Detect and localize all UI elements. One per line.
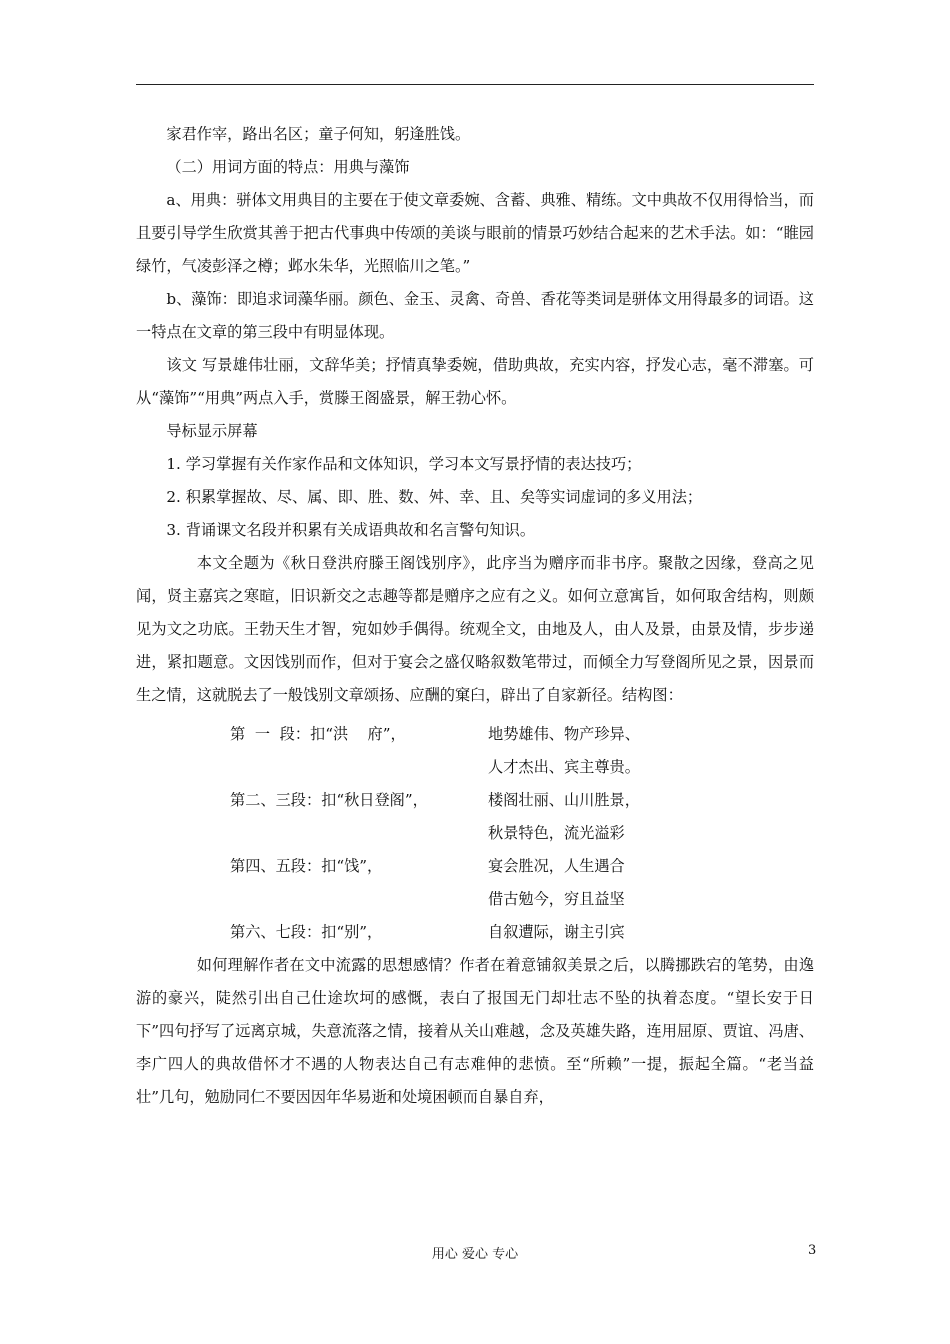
paragraph-7: 本文全题为《秋日登洪府滕王阁饯别序》，此序当为赠序而非书序。聚散之因缘，登高之见闻，贤主嘉宾之寒暄，旧识新交之志趣等都是赠序之应有之义。如何立意寓旨，如何取舍结构，则颇见为文之功底。王勃天生才智，宛如妙手偶得。统观全文，由地及人，由人及景，由景及情，步步递进，紧扣题意。文因饯别而作，但对于宴会之盛仅略叙数笔带过，而倾全力写登阁所见之景，因景而生之情，这就脱去了一般饯别文章颂扬、应酬的窠臼，辟出了自家新径。结构图： bbox=[136, 554, 814, 704]
structure-row bbox=[136, 817, 814, 850]
structure-theme: 宴会胜况，人生遇合 bbox=[488, 857, 625, 875]
structure-row bbox=[136, 883, 814, 916]
structure-theme: 借古勉今，穷且益坚 bbox=[488, 890, 625, 908]
structure-section: 第 一 段：扣“洪 府”， bbox=[230, 725, 406, 743]
page-body bbox=[136, 118, 814, 1114]
structure-diagram bbox=[136, 718, 814, 949]
list-item-1: 1. 学习掌握有关作家作品和文体知识，学习本文写景抒情的表达技巧； bbox=[166, 455, 642, 473]
paragraph-3: a、用典：骈体文用典目的主要在于使文章委婉、含蓄、典雅、精练。文中典故不仅用得恰当，而且要引导学生欣赏其善于把古代事典中传颂的美谈与眼前的情景巧妙结合起来的艺术手法。如：“睢园绿竹，气凌彭泽之樽；邺水朱华，光照临川之笔。” bbox=[136, 191, 814, 275]
structure-section bbox=[136, 751, 488, 784]
structure-row bbox=[136, 718, 814, 751]
structure-theme: 自叙遭际，谢主引宾 bbox=[488, 923, 625, 941]
header-rule bbox=[136, 84, 814, 85]
structure-section: 第二、三段：扣“秋日登阁”， bbox=[230, 791, 428, 809]
structure-section bbox=[136, 883, 488, 916]
structure-row bbox=[136, 916, 814, 949]
list-item-3: 3. 背诵课文名段并积累有关成语典故和名言警句知识。 bbox=[166, 521, 536, 539]
paragraph-6: 导标显示屏幕 bbox=[166, 422, 258, 440]
list-item-2: 2. 积累掌握故、尽、属、即、胜、数、舛、幸、且、矣等实词虚词的多义用法； bbox=[166, 488, 703, 506]
structure-theme: 楼阁壮丽、山川胜景， bbox=[488, 791, 640, 809]
structure-section bbox=[136, 817, 488, 850]
structure-theme: 秋景特色，流光溢彩 bbox=[488, 824, 625, 842]
structure-row bbox=[136, 784, 814, 817]
paragraph-2: （二）用词方面的特点：用典与藻饰 bbox=[166, 158, 410, 176]
page-number: 3 bbox=[808, 1243, 817, 1258]
structure-theme: 地势雄伟、物产珍异、 bbox=[488, 725, 640, 743]
footer-motto: 用心 爱心 专心 bbox=[431, 1247, 519, 1262]
closing-paragraph: 如何理解作者在文中流露的思想感情？作者在着意铺叙美景之后，以腾挪跌宕的笔势，由逸游的豪兴，陡然引出自己仕途坎坷的感慨，表白了报国无门却壮志不坠的执着态度。“望长安于日下”四句抒写了远离京城，失意流落之情，接着从关山难越，念及英雄失路，连用屈原、贾谊、冯唐、李广四人的典故借怀才不遇的人物表达自己有志难伸的悲愤。至“所赖”一提，振起全篇。“老当益壮”几句，勉励同仁不要因因年华易逝和处境困顿而自暴自弃， bbox=[136, 956, 814, 1106]
paragraph-5: 该文 写景雄伟壮丽，文辞华美；抒情真挚委婉，借助典故，充实内容，抒发心志，毫不滞塞。可从“藻饰”“用典”两点入手，赏滕王阁盛景，解王勃心怀。 bbox=[136, 356, 814, 407]
structure-theme: 人才杰出、宾主尊贵。 bbox=[488, 758, 640, 776]
paragraph-4: b、藻饰：即追求词藻华丽。颜色、金玉、灵禽、奇兽、香花等类词是骈体文用得最多的词语。这一特点在文章的第三段中有明显体现。 bbox=[136, 290, 814, 341]
structure-row bbox=[136, 751, 814, 784]
structure-section: 第四、五段：扣“饯”， bbox=[230, 857, 383, 875]
structure-section: 第六、七段：扣“别”， bbox=[230, 923, 383, 941]
structure-row bbox=[136, 850, 814, 883]
paragraph-1: 家君作宰，路出名区；童子何知，躬逢胜饯。 bbox=[166, 125, 471, 143]
